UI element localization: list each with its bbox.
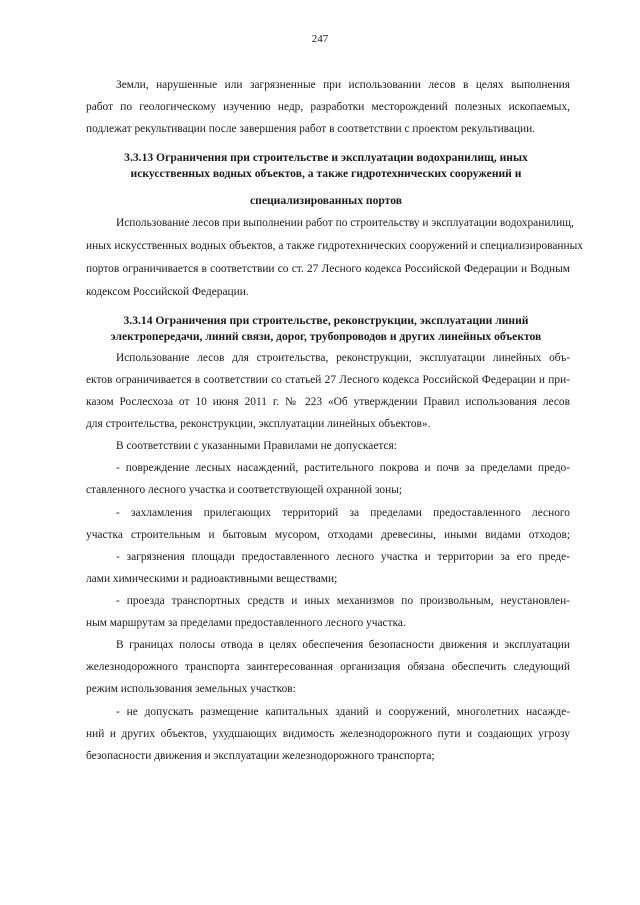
body-text-line: казом Рослесхоза от 10 июня 2011 г. № 223 «Об утверждении Правил использования лесов — [86, 396, 570, 408]
body-text-line: работ по геологическому изучению недр, разработки месторождений полезных ископаемых, — [86, 101, 570, 113]
page-number: 247 — [311, 33, 329, 45]
body-text-line: ным маршрутам за пределами предоставленного лесного участка. — [86, 617, 406, 629]
body-text-line: кодексом Российской Федерации. — [86, 286, 249, 298]
body-text-line: - повреждение лесных насаждений, растительного покрова и почв за пределами предо- — [116, 462, 570, 474]
body-text-line: лами химическими и радиоактивными веществами; — [86, 573, 338, 585]
body-text-line: - не допускать размещение капитальных зданий и сооружений, многолетних насажде- — [116, 706, 570, 718]
section-heading-line: электропередачи, линий связи, дорог, трубопроводов и других линейных объектов — [110, 330, 542, 343]
body-text-line: Использование лесов при выполнении работ по строительству и эксплуатации водохранилищ, — [116, 217, 574, 229]
body-text-line: иных искусственных водных объектов, а также гидротехнических сооружений и специализированных — [86, 240, 583, 252]
body-text-line: режим использования земельных участков: — [86, 683, 296, 695]
body-text-line: Использование лесов для строительства, реконструкции, эксплуатации линейных объ- — [116, 352, 570, 364]
body-text-line: - проезда транспортных средств и иных механизмов по произвольным, неустановлен- — [116, 595, 570, 607]
body-text-line: В соответствии с указанными Правилами не допускается: — [116, 440, 397, 452]
body-text-line: для строительства, реконструкции, эксплуатации линейных объектов». — [86, 418, 431, 430]
body-text-line: - загрязнения площади предоставленного лесного участка и территории за его преде- — [116, 551, 570, 563]
body-text-line: В границах полосы отвода в целях обеспечения безопасности движения и эксплуатации — [116, 639, 570, 651]
section-heading-line: 3.3.13 Ограничения при строительстве и эксплуатации водохранилищ, иных — [124, 151, 528, 164]
section-heading-line: 3.3.14 Ограничения при строительстве, реконструкции, эксплуатации линий — [123, 314, 529, 327]
body-text-line: ний и других объектов, ухудшающих видимость железнодорожного пути и создающих угрозу — [86, 728, 570, 740]
body-text-line: ектов ограничивается в соответствии со статьей 27 Лесного кодекса Российской Федерации и при- — [86, 374, 570, 386]
section-heading-line: искусственных водных объектов, а также гидротехнических сооружений и — [130, 167, 522, 180]
body-text-line: подлежат рекультивации после завершения работ в соответствии с проектом рекультивации. — [86, 123, 536, 135]
body-text-line: ставленного лесного участка и соответствующей охранной зоны; — [86, 484, 403, 496]
body-text-line: - захламления прилегающих территорий за пределами предоставленного лесного — [116, 507, 570, 519]
body-text-line: безопасности движения и эксплуатации железнодорожного транспорта; — [86, 750, 435, 762]
body-text-line: железнодорожного транспорта заинтересованная организация обязана обеспечить следующий — [86, 661, 570, 673]
body-text-line: Земли, нарушенные или загрязненные при использовании лесов в целях выполнения — [116, 79, 570, 91]
body-text-line: участка строительным и бытовым мусором, отходами древесины, иными видами отходов; — [86, 529, 570, 541]
body-text-line: портов ограничивается в соответствии со ст. 27 Лесного кодекса Российской Федерации и Водным — [86, 263, 570, 275]
section-heading-line: специализированных портов — [250, 194, 402, 207]
